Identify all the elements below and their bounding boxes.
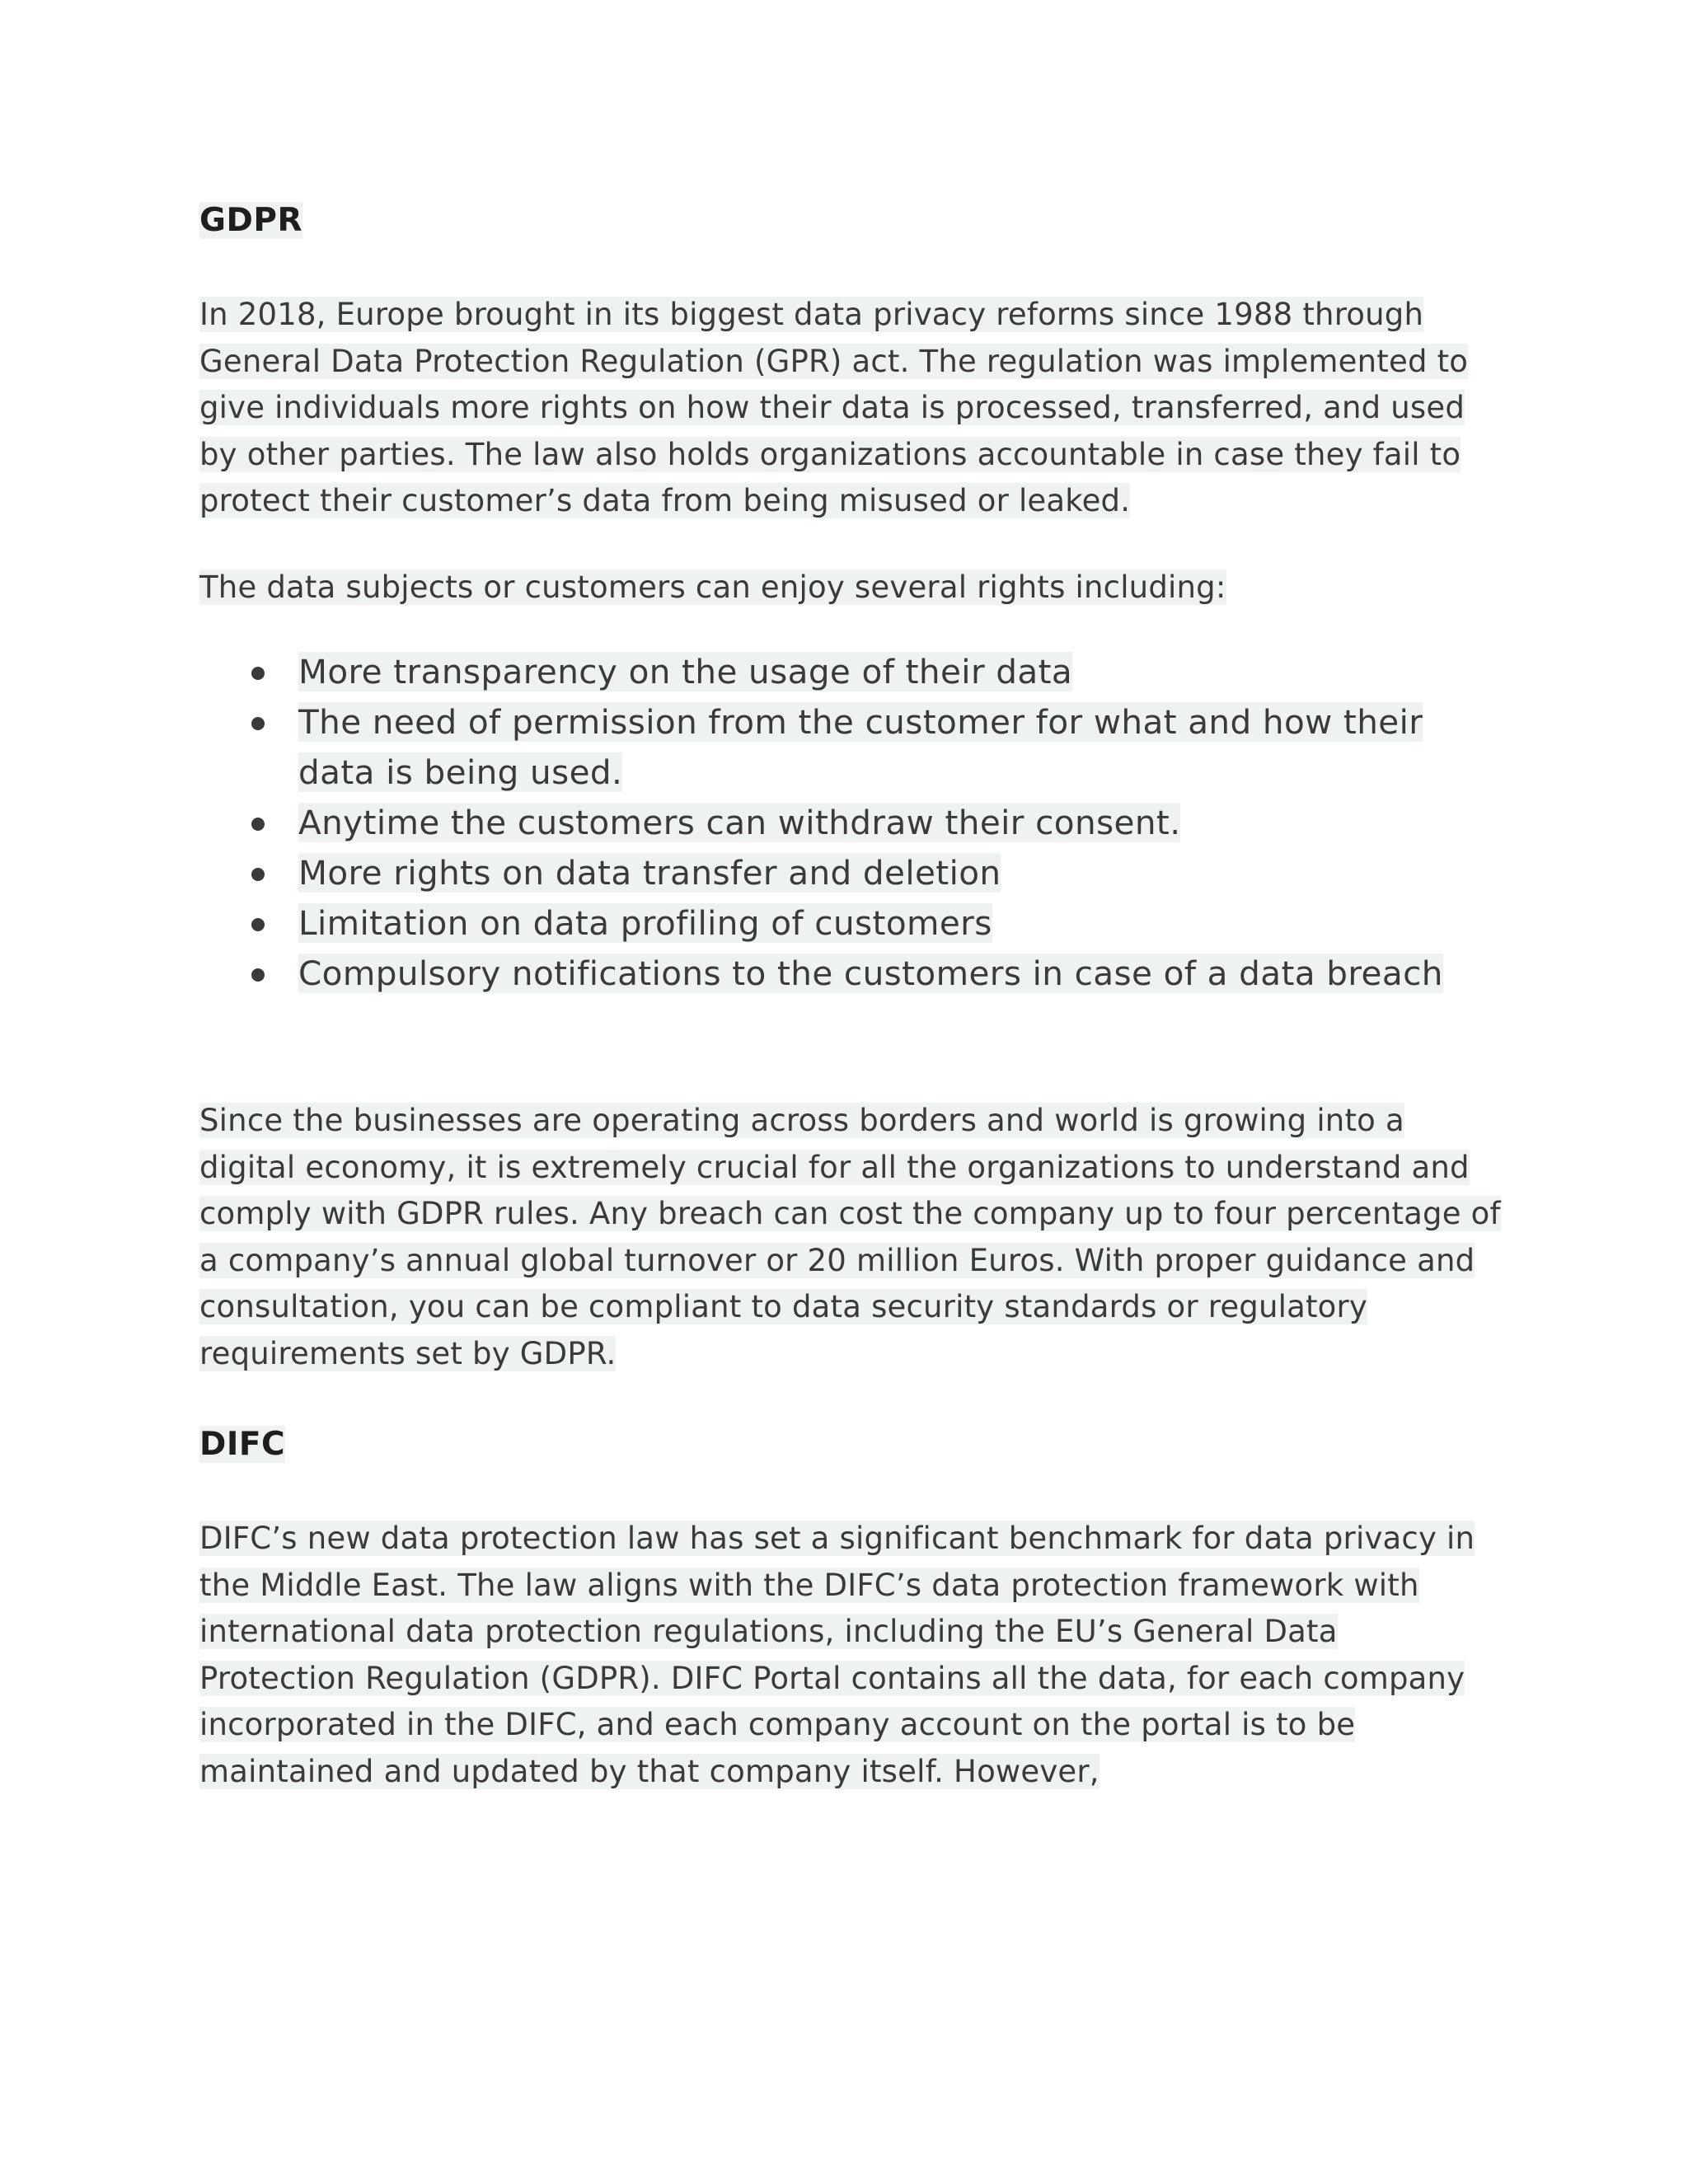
bullet-icon: [251, 918, 265, 931]
bullet-icon: [251, 968, 265, 982]
difc-intro-paragraph: DIFC’s new data protection law has set a significant benchmark for data privacy in the Middle East. The law aligns with the DIFC’s data protection framework with international data protection regulations, including the EU’s General Data Protection Regulation (GDPR). DIFC Portal contains all the data, for each company incorporated in the DIFC, and each company account on the portal is to be maintained and updated by that company itself. However,: [199, 1521, 1475, 1789]
list-item: Limitation on data profiling of customers: [199, 898, 1502, 949]
difc-heading: DIFC: [199, 1426, 286, 1463]
document-content: [199, 196, 1502, 1795]
list-item: More transparency on the usage of their data: [199, 647, 1502, 697]
list-item: Compulsory notifications to the customers in case of a data breach: [199, 949, 1502, 999]
bullet-icon: [251, 717, 265, 730]
gdpr-rights-list: [199, 647, 1502, 999]
list-item: Anytime the customers can withdraw their consent.: [199, 798, 1502, 848]
gdpr-rights-intro: The data subjects or customers can enjoy several rights including:: [199, 569, 1226, 605]
bullet-icon: [251, 818, 265, 831]
bullet-icon: [251, 868, 265, 881]
gdpr-intro-paragraph: In 2018, Europe brought in its biggest data privacy reforms since 1988 through General Data Protection Regulation (GPR) act. The regulation was implemented to give individuals more rights on how their data is processed, transferred, and used by other parties. The law also holds organizations accountable in case they fail to protect their customer’s data from being misused or leaked.: [199, 297, 1469, 518]
list-item: More rights on data transfer and deletion: [199, 848, 1502, 898]
list-item: The need of permission from the customer for what and how their data is being used.: [199, 697, 1502, 798]
bullet-icon: [251, 667, 265, 680]
gdpr-heading: GDPR: [199, 202, 302, 239]
gdpr-compliance-paragraph: Since the businesses are operating across borders and world is growing into a digital economy, it is extremely crucial for all the organizations to understand and comply with GDPR rules. Any breach can cost the company up to four percentage of a company’s annual global turnover or 20 million Euros. With proper guidance and consultation, you can be compliant to data security standards or regulatory requirements set by GDPR.: [199, 1103, 1501, 1371]
